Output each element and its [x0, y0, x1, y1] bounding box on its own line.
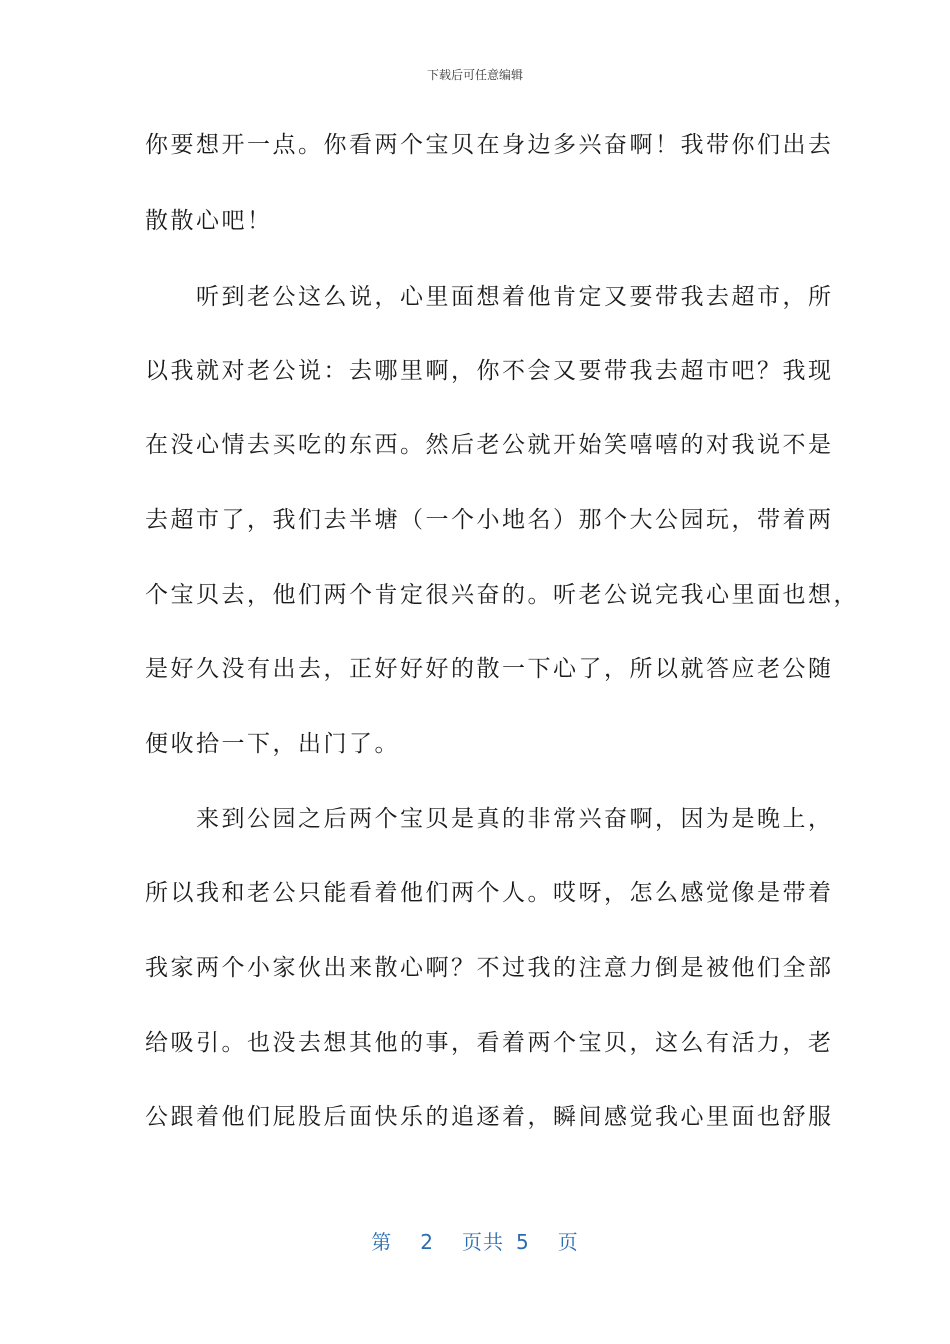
- body-line: 所以我和老公只能看着他们两个人。哎呀，怎么感觉像是带着: [145, 880, 834, 906]
- body-line: 听到老公这么说，心里面想着他肯定又要带我去超市，所: [145, 284, 834, 310]
- page-footer: [0, 1226, 950, 1255]
- body-line: 个宝贝去，他们两个肯定很兴奋的。听老公说完我心里面也想，: [145, 582, 859, 608]
- body-line: 在没心情去买吃的东西。然后老公就开始笑嘻嘻的对我说不是: [145, 432, 834, 458]
- body-line: 以我就对老公说：去哪里啊，你不会又要带我去超市吧？我现: [145, 358, 834, 384]
- page-label-middle: 页共: [462, 1230, 504, 1254]
- body-line: 给吸引。也没去想其他的事，看着两个宝贝，这么有活力，老: [145, 1030, 834, 1056]
- body-line: 公跟着他们屁股后面快乐的追逐着，瞬间感觉我心里面也舒服: [145, 1104, 834, 1130]
- page-current: 2: [420, 1230, 434, 1254]
- body-line: 来到公园之后两个宝贝是真的非常兴奋啊，因为是晚上，: [145, 806, 834, 832]
- page-label-prefix: 第: [371, 1230, 393, 1254]
- body-line: 便收拾一下，出门了。: [145, 731, 400, 757]
- body-line: 我家两个小家伙出来散心啊？不过我的注意力倒是被他们全部: [145, 955, 834, 981]
- body-line: 去超市了，我们去半塘（一个小地名）那个大公园玩，带着两: [145, 507, 834, 533]
- body-line: 散散心吧！: [145, 208, 273, 234]
- page-total: 5: [516, 1230, 530, 1254]
- page-label-suffix: 页: [557, 1230, 579, 1254]
- page-header: 下载后可任意编辑: [426, 68, 523, 82]
- body-line: 你要想开一点。你看两个宝贝在身边多兴奋啊！我带你们出去: [145, 132, 834, 158]
- body-line: 是好久没有出去，正好好好的散一下心了，所以就答应老公随: [145, 656, 834, 682]
